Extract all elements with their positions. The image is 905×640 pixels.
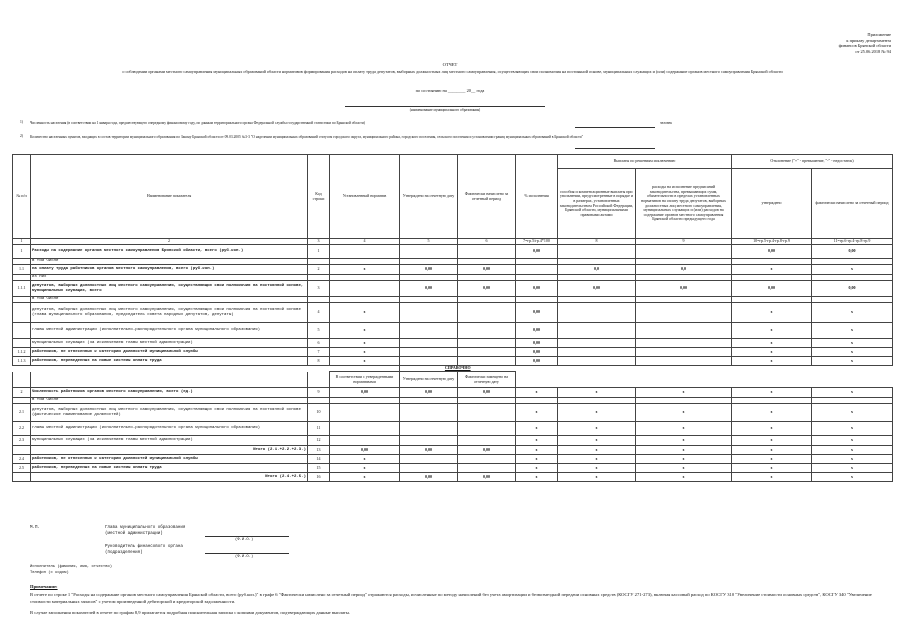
value-cell: x [330,339,400,348]
value-cell: x [558,436,636,446]
value-cell: 0,00 [516,348,558,357]
value-cell: 0,00 [330,388,400,398]
table-row [13,245,893,259]
value-cell: 0,00 [458,473,516,482]
table-row [13,357,893,366]
row-name-cell: из них [31,275,308,281]
row-name-cell: на оплату труда работников органов местного самоуправления, всего (руб.коп.) [31,265,308,275]
value-cell [458,464,516,473]
value-cell: 0,00 [636,281,732,297]
appendix-block [839,32,891,55]
row-code-cell: 6 [308,339,330,348]
value-cell [558,323,636,339]
value-cell: x [732,446,812,455]
value-cell: x [732,388,812,398]
row-number-cell [13,473,31,482]
row-code-cell: 2 [308,265,330,275]
appendix-line: от 25.06.2018 № 94 [855,49,891,55]
column-number-cell: 3 [308,239,330,245]
signature-finance-sublabel: (подразделения) [105,551,143,555]
value-cell: 0,00 [812,281,893,297]
row-name-cell: депутатов, выборных должностных лиц местного самоуправления, осуществляющих свои полномочия на постоянной основе (глава муниципального образования, председатель совета народных депутатов, депутаты) [31,303,308,323]
value-cell [458,339,516,348]
column-number-cell: 1 [13,239,31,245]
row-code-cell: 5 [308,323,330,339]
value-cell [400,464,458,473]
report-date: по состоянию на ________ 20__ года [415,88,485,93]
value-cell: x [812,464,893,473]
row-number-cell: 2.1 [13,404,31,422]
signature-fio: (Ф.И.О.) [235,538,254,542]
row-code-cell: 13 [308,446,330,455]
col-header-name: Наименование показателя [31,155,308,239]
value-cell [330,422,400,436]
value-cell: x [812,388,893,398]
value-cell: x [330,348,400,357]
value-cell [330,436,400,446]
value-cell: x [558,404,636,422]
value-cell: x [516,455,558,464]
row-code-cell: 3 [308,281,330,297]
value-cell [458,348,516,357]
row-number-cell: 1.1.1 [13,281,31,297]
value-cell: x [330,303,400,323]
value-cell: x [812,339,893,348]
value-cell: x [812,303,893,323]
report-subtitle: о соблюдении органами местного самоуправления муниципальных образований области нормативов формирования расходов на оплату труда депутатов, выборных должностных лиц местного самоуправления, осуществляющих свои полномочия на постоянной основе, муниципальных служащих и (или) содержание органов местного самоуправления Брянской области [122,69,783,74]
value-cell [558,303,636,323]
appendix-line: к приказу департамента [846,37,891,43]
row-name-cell: Численность работников органов местного самоуправления, всего (ед.) [31,388,308,398]
value-cell: x [812,348,893,357]
table-row [13,455,893,464]
value-cell: 0,00 [558,281,636,297]
row-number-cell: 1.1.3 [13,357,31,366]
value-cell: x [732,455,812,464]
table-row [13,323,893,339]
row-number-cell: 1.1.2 [13,348,31,357]
value-cell: 0,00 [516,339,558,348]
value-cell: x [732,473,812,482]
row-name-cell: в том числе [31,398,308,404]
table-row [13,464,893,473]
value-cell [458,357,516,366]
value-cell: 0,00 [516,281,558,297]
footnote-mark: 1) [20,120,23,124]
table-row [13,473,893,482]
value-cell [458,303,516,323]
value-cell [400,348,458,357]
col-header-actual: Фактически начислено за отчетный период [458,155,516,239]
value-cell: 0,00 [400,388,458,398]
value-cell [330,245,400,259]
col-header-dev-approved: утверждено [732,169,812,239]
value-cell [400,357,458,366]
value-cell: x [732,422,812,436]
value-cell [558,357,636,366]
column-number-cell: 6 [458,239,516,245]
value-cell: x [516,388,558,398]
value-cell: x [636,446,732,455]
value-cell: x [558,388,636,398]
value-cell: x [558,446,636,455]
value-cell: x [636,464,732,473]
col-header-num: № п/п [13,155,31,239]
col-header-dev-actual: фактически начислено за отчетный период [812,169,893,239]
row-number-cell: 1 [13,245,31,259]
value-cell [636,303,732,323]
table-row [13,404,893,422]
value-cell: x [812,404,893,422]
value-cell: x [558,473,636,482]
ref-header-norm: В соответствии с утвержденными нормативами [330,372,400,388]
report-table [12,154,893,482]
row-code-cell: 16 [308,473,330,482]
value-cell [636,339,732,348]
row-name-cell: Итого (2.1.+2.2.+2.3.) [31,446,308,455]
value-cell: x [812,473,893,482]
value-cell [400,436,458,446]
row-code-cell: 14 [308,455,330,464]
value-cell: x [636,436,732,446]
notes-title: Примечание: [30,584,58,589]
col-header-excluded-1: пособия и компенсационные выплаты при увольнении, предусмотренные в порядке и в размерах, установленных законодательством Российской Федерации, Брянской области, муниципальными правовыми актами [558,169,636,239]
value-cell: x [330,357,400,366]
executor-label: Исполнитель (фамилия, имя, отчество) [30,565,113,569]
row-code-cell: 8 [308,357,330,366]
value-cell [400,404,458,422]
row-number-cell [13,446,31,455]
footnote-settlements: Количество населенных пунктов, входящих в состав территории муниципального образования по Закону Брянской области от 09.03.2005 №3-3 "О наделении муниципальных образований статусом городского округа, муниципального района, городского поселения, сельского поселения и установлении границ муниципальных образований в Брянской области" [30,135,584,139]
value-cell [516,265,558,275]
signature-fio: (Ф.И.О.) [235,555,254,559]
value-cell [558,339,636,348]
value-cell [400,339,458,348]
value-cell: x [558,464,636,473]
value-cell: 0,00 [812,245,893,259]
value-cell [330,281,400,297]
row-name-cell: в том числе [31,259,308,265]
value-cell: x [330,265,400,275]
value-cell: x [812,323,893,339]
table-row [13,348,893,357]
column-number-cell: 5 [400,239,458,245]
value-cell: x [812,446,893,455]
value-cell: x [636,404,732,422]
value-cell [400,303,458,323]
row-code-cell: 9 [308,388,330,398]
row-name-cell: депутатов, выборных должностных лиц местного самоуправления, осуществляющих свои полномочия на постоянной основе, муниципальных служащих, всего [31,281,308,297]
value-cell [400,455,458,464]
column-number-cell: 9 [636,239,732,245]
value-cell [636,245,732,259]
column-number-cell: 10=гр.5-гр.4-гр.8-гр.9 [732,239,812,245]
value-cell: 0,00 [732,245,812,259]
column-number-cell: 2 [31,239,308,245]
value-cell [558,245,636,259]
signature-finance-label: Руководитель финансового органа [105,545,183,549]
row-number-cell [13,303,31,323]
value-cell: x [516,473,558,482]
row-code-cell: 15 [308,464,330,473]
notes-paragraph: В случае заполнения показателей в отчете по графам 8,9 прилагается подробная пояснительная записка с копиями документов, подтверждающих данные выплаты. [30,610,351,615]
column-number-cell: 11=гр.6-гр.4-гр.8-гр.9 [812,239,893,245]
value-cell: 0,0 [636,265,732,275]
value-cell: 0,00 [732,281,812,297]
row-name-cell: работников, переведенных на новые системы оплаты труда [31,464,308,473]
value-cell: x [516,404,558,422]
value-cell [458,404,516,422]
value-cell: x [330,323,400,339]
row-name-cell: муниципальных служащих (за исключением главы местной администрации) [31,436,308,446]
notes-paragraph: В отчете по строке 1 "Расходы на содержание органов местного самоуправления Брянской области, всего (руб.коп.)" в графе 6 "Фактически начислено за отчетный период" отражаются расходы, исчисленные по методу начислений без учета амортизации и безвозмездной передачи основных средств (КОСГУ 271-273), включая кассовый расход по КОСГУ 310 "Увеличение стоимости основных средств", КОСГУ 340 "Увеличение стоимости материальных запасов" с учетом произведенной дебиторской и кредиторской задолженности. [30,592,872,604]
row-name-cell: Итого (2.4.+2.5.) [31,473,308,482]
table-row [13,436,893,446]
row-name-cell: главы местной администрации (исполнительно-распорядительного органа муниципального образования) [31,323,308,339]
signature-head-sublabel: (местной администрации) [105,532,163,536]
column-number-cell: 7=гр.5/гр.4*100 [516,239,558,245]
value-cell: x [330,473,400,482]
reference-title: СПРАВОЧНО [444,365,471,371]
row-name-cell: Расходы на содержание органов местного самоуправления Брянской области, всего (руб.коп.) [31,245,308,259]
signature-head-label: Глава муниципального образования [105,526,186,530]
row-number-cell [13,339,31,348]
row-number-cell: 2 [13,388,31,398]
row-name-cell: депутатов, выборных должностных лиц местного самоуправления, осуществляющих свои полномочия на постоянной основе (фактическое наименование должностей) [31,404,308,422]
value-cell [458,323,516,339]
row-name-cell: работников, не отнесенных к категории должностей муниципальной службы [31,455,308,464]
value-cell: x [812,455,893,464]
value-cell [636,357,732,366]
col-header-execution: % исполнения [516,155,558,239]
value-cell: x [732,436,812,446]
table-row [13,422,893,436]
row-number-cell: 2.4 [13,455,31,464]
value-cell: x [732,303,812,323]
ref-header-actual: Фактически замещено на отчетную дату [458,372,516,388]
row-name-cell: главы местной администрации (исполнительно-распорядительного органа муниципального образования) [31,422,308,436]
table-row [13,339,893,348]
value-cell: 0,00 [516,303,558,323]
report-title: ОТЧЕТ [442,62,458,67]
row-code-cell: 4 [308,303,330,323]
row-code-cell: 7 [308,348,330,357]
appendix-line: Приложение [867,32,891,37]
row-code-cell: 1 [308,245,330,259]
value-cell: x [516,422,558,436]
table-row [13,446,893,455]
row-name-cell: в том числе [31,297,308,303]
value-cell: 0,00 [400,473,458,482]
value-cell: 0,0 [558,265,636,275]
value-cell: x [558,455,636,464]
row-name-cell: муниципальных служащих (за исключением главы местной администрации) [31,339,308,348]
value-cell: 0,00 [458,265,516,275]
value-cell: x [516,436,558,446]
value-cell: x [812,357,893,366]
value-cell: x [812,265,893,275]
value-cell: 0,00 [400,446,458,455]
value-cell [458,436,516,446]
col-header-code: Код строки [308,155,330,239]
value-cell [558,348,636,357]
value-cell: x [732,464,812,473]
phone-label: Телефон (с кодом) [30,571,69,575]
value-cell: x [812,436,893,446]
footnote-mark: 2) [20,134,23,138]
row-number-cell: 1.1 [13,265,31,275]
row-code-cell: 11 [308,422,330,436]
value-cell: x [732,357,812,366]
row-number-cell: 2.3 [13,436,31,446]
table-row [13,265,893,275]
value-cell: 0,00 [330,446,400,455]
value-cell [330,404,400,422]
value-cell: 0,00 [516,357,558,366]
value-cell [636,348,732,357]
ref-header-approved: Утверждено на отчетную дату [400,372,458,388]
row-number-cell: 2.2 [13,422,31,436]
value-cell: x [516,446,558,455]
value-cell: x [732,265,812,275]
value-cell: x [732,348,812,357]
municipality-caption: (наименование муниципального образования) [409,108,481,112]
value-cell: 0,00 [458,388,516,398]
value-cell [458,245,516,259]
column-number-cell: 4 [330,239,400,245]
row-name-cell: работников, переведенных на новые системы оплаты труда [31,357,308,366]
col-header-norm: Установленный норматив [330,155,400,239]
value-cell [400,323,458,339]
value-cell: 0,00 [458,281,516,297]
value-cell: x [636,388,732,398]
row-number-cell [13,323,31,339]
value-cell: x [732,339,812,348]
appendix-line: финансов Брянской области [838,43,891,49]
footnote-unit: человек [660,121,673,125]
value-cell [400,422,458,436]
col-header-deviation: Отклонение ("+" - превышение, "-" - недостаток) [732,155,893,169]
value-cell: 0,00 [516,323,558,339]
row-name-cell: работников, не отнесенных к категории должностей муниципальной службы [31,348,308,357]
stamp-mark: М.П. [30,526,41,530]
column-number-cell: 8 [558,239,636,245]
row-code-cell: 10 [308,404,330,422]
value-cell: x [636,422,732,436]
table-row [13,388,893,398]
value-cell: x [516,464,558,473]
value-cell: x [732,404,812,422]
row-code-cell: 12 [308,436,330,446]
col-header-excluded: Выплаты по решениям исключению [558,155,732,169]
footnote-population: Численность населения (в соответствии на 1 января года, предшествующего очередному финансовому году, по данным территориального органа Федеральной службы государственной статистики по Брянской области) [30,121,365,125]
value-cell: x [330,464,400,473]
col-header-approved: Утверждено на отчетную дату [400,155,458,239]
table-row [13,303,893,323]
value-cell [458,455,516,464]
value-cell: x [330,455,400,464]
col-header-excluded-2: расходы на исполнение предписаний законодательства, превышающих сумм, обязательности в пределах установленных нормативов на оплату труда депутатов, выборных должностных лиц местного самоуправления, муниципальных служащих и (или) расходов на содержание органов местного самоуправления Брянской области предыдущего года [636,169,732,239]
value-cell: 0,00 [400,265,458,275]
value-cell: 0,00 [516,245,558,259]
table-row [13,281,893,297]
value-cell: x [636,473,732,482]
row-number-cell: 2.5 [13,464,31,473]
value-cell: x [732,323,812,339]
value-cell: x [636,455,732,464]
value-cell [458,422,516,436]
value-cell [636,323,732,339]
value-cell: 0,00 [400,281,458,297]
value-cell: x [558,422,636,436]
value-cell: x [812,422,893,436]
value-cell: 0,00 [458,446,516,455]
value-cell [400,245,458,259]
